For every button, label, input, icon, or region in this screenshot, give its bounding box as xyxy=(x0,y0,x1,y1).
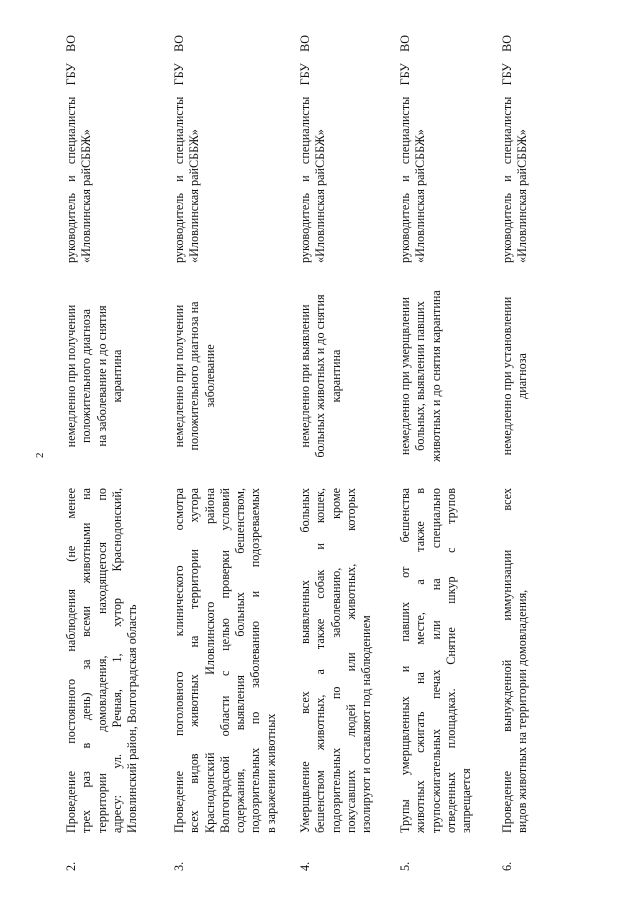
term-line: карантина xyxy=(328,349,343,403)
row-number: 3. xyxy=(172,861,186,871)
responsible-line: руководитель и специалисты ГБУ ВО xyxy=(398,35,412,263)
responsible-cell xyxy=(64,35,95,263)
responsible-cell xyxy=(172,35,203,263)
task-line: подозрительных по заболеванию, кроме xyxy=(328,488,343,833)
task-line: животных сжигать на месте, а также в xyxy=(413,488,428,833)
task-line: адресу: ул. Речная, 1, хутор Краснодонский, xyxy=(109,488,124,833)
task-line: запрещается xyxy=(459,768,474,833)
task-cell xyxy=(298,488,374,833)
task-cell xyxy=(500,488,531,833)
row-number: 6. xyxy=(500,861,514,871)
term-line: немедленно при умерщвлении xyxy=(398,296,412,456)
task-line: Трупы умерщвленных и павших от бешенства xyxy=(398,488,412,833)
task-cell xyxy=(172,488,279,833)
term-cell xyxy=(172,276,218,476)
term-line: немедленно при установлении xyxy=(500,296,514,456)
task-line: видов животных на территории домовладения, xyxy=(515,589,530,833)
term-line: на заболевание и до снятия xyxy=(94,305,109,447)
term-cell xyxy=(64,276,125,476)
task-line: в заражении животных xyxy=(263,713,278,833)
task-line: Умерщвление всех выявленных больных xyxy=(298,488,312,833)
term-line: немедленно при получении xyxy=(64,304,78,448)
responsible-line: «Иловлинская райСББЖ» xyxy=(79,129,94,263)
task-line: изолируют и оставляют под наблюдением xyxy=(359,615,374,833)
task-line: Иловлинский район, Волгоградская область xyxy=(125,604,140,833)
responsible-line: «Иловлинская райСББЖ» xyxy=(187,129,202,263)
term-line: заболевание xyxy=(202,344,217,408)
task-cell xyxy=(64,488,140,833)
row-number: 4. xyxy=(298,861,312,871)
term-line: немедленно при выявлении xyxy=(298,304,312,448)
task-cell xyxy=(398,488,474,833)
term-line: немедленно при получении xyxy=(172,304,186,448)
term-line: карантина xyxy=(109,349,124,403)
term-cell xyxy=(500,276,531,476)
task-line: подозрительных по заболеванию и подозреваемых xyxy=(248,488,263,833)
task-line: Проведение вынужденной иммунизации всех xyxy=(500,488,514,833)
task-line: Проведение постоянного наблюдения (не менее xyxy=(64,488,78,833)
task-line: трупосжигательных печах или на специально xyxy=(428,488,443,833)
term-line: диагноза xyxy=(515,353,530,399)
task-line: Проведение поголовного клинического осмотра xyxy=(172,488,186,833)
task-line: содержания, выявления больных бешенством, xyxy=(233,488,248,833)
term-cell xyxy=(398,276,444,476)
task-line: бешенством животных, а также собак и кошек, xyxy=(313,488,328,833)
term-line: положительного диагноза на xyxy=(187,301,202,451)
term-cell xyxy=(298,276,344,476)
task-line: отведенных площадках. Снятие шкур с трупов xyxy=(443,488,458,833)
row-number: 5. xyxy=(398,861,412,871)
responsible-line: «Иловлинская райСББЖ» xyxy=(413,129,428,263)
row-number: 2. xyxy=(64,861,78,871)
responsible-line: руководитель и специалисты ГБУ ВО xyxy=(298,35,312,263)
responsible-line: руководитель и специалисты ГБУ ВО xyxy=(172,35,186,263)
task-line: Краснодонский Иловлинского района xyxy=(202,488,217,833)
responsible-line: руководитель и специалисты ГБУ ВО xyxy=(500,35,514,263)
responsible-cell xyxy=(298,35,329,263)
task-line: трех раз в день) за всеми животными на xyxy=(79,488,94,833)
task-line: территории домовладения, находящегося по xyxy=(94,488,109,833)
term-line: животных и до снятия карантина xyxy=(428,290,443,462)
responsible-cell xyxy=(500,35,531,263)
responsible-line: «Иловлинская райСББЖ» xyxy=(515,129,530,263)
task-line: всех видов животных на территории хутора xyxy=(187,488,202,833)
term-line: больных, выявлении павших xyxy=(413,301,428,451)
task-line: Волгоградской области с целью проверки условий xyxy=(217,488,232,833)
term-line: больных животных и до снятия xyxy=(313,294,328,458)
term-line: положительного диагноза xyxy=(79,308,94,444)
task-line: покусавших людей или животных, которых xyxy=(343,488,358,833)
responsible-line: руководитель и специалисты ГБУ ВО xyxy=(64,35,78,263)
responsible-cell xyxy=(398,35,429,263)
page-number: 2 xyxy=(34,452,46,458)
responsible-line: «Иловлинская райСББЖ» xyxy=(313,129,328,263)
